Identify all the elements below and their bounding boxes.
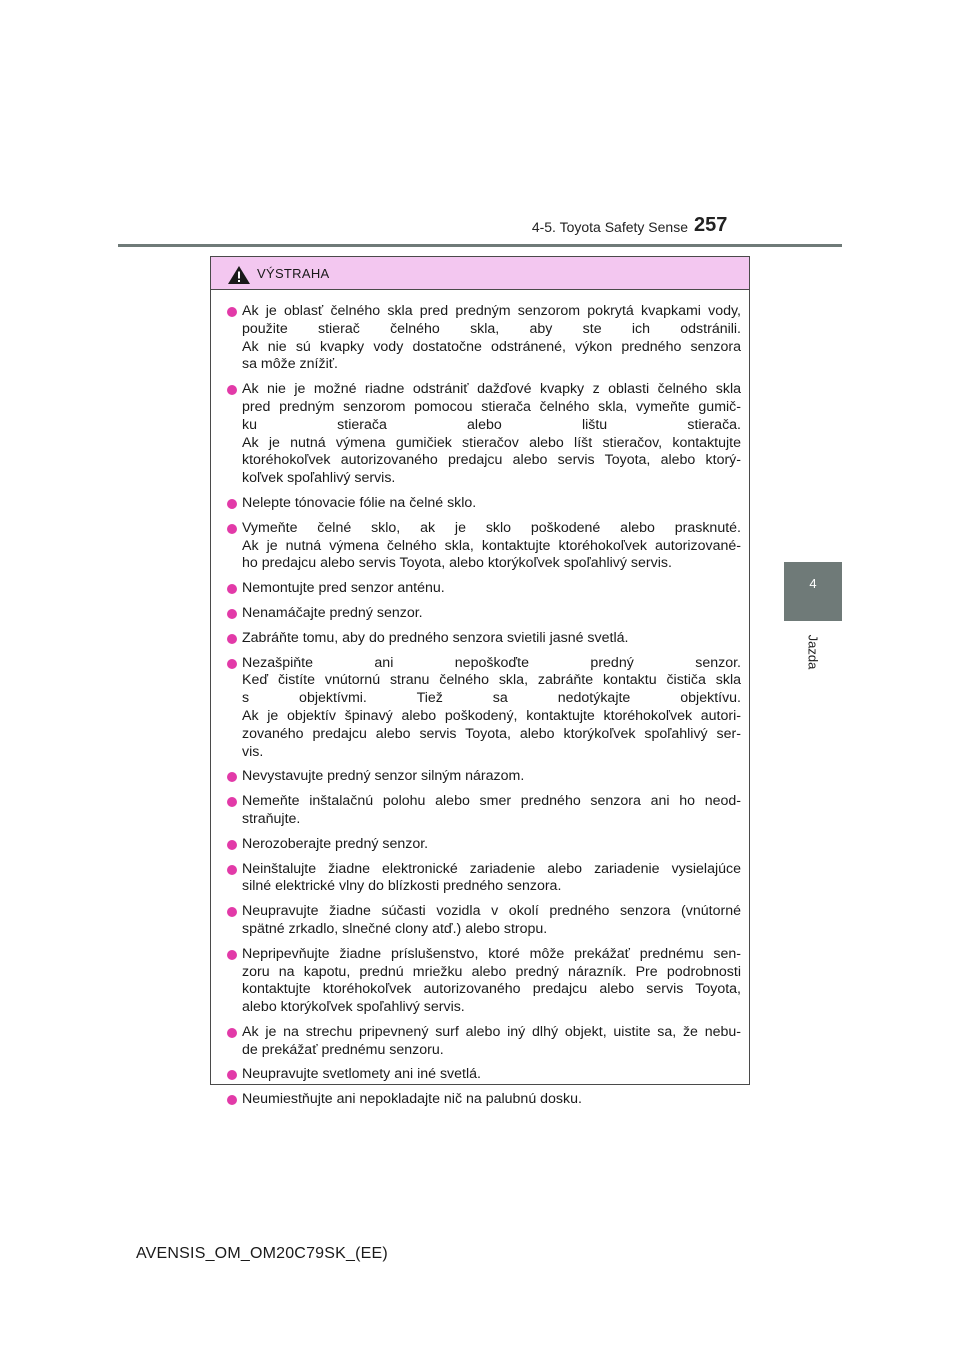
chapter-tab <box>784 562 842 621</box>
warning-item-line: silné elektrické vlny do blízkosti predného senzora. <box>242 878 562 895</box>
warning-list-item <box>227 1024 741 1060</box>
warning-item-line: Ak je oblasť čelného skla pred predným senzorom pokrytá kvapkami vody, <box>242 303 741 319</box>
bullet-icon <box>227 584 237 594</box>
warning-item-line: Ak je objektív špinavý alebo poškodený, kontaktujte ktoréhokoľvek autori- <box>242 707 741 724</box>
header-section-title: 4-5. Toyota Safety Sense <box>531 219 688 235</box>
warning-item-line: koľvek spoľahlivý servis. <box>242 470 396 487</box>
warning-item-line: ku stierača alebo lištu stierača. <box>242 416 741 433</box>
warning-item-line: s objektívmi. Tiež sa nedotýkajte objektívu. <box>242 690 741 707</box>
warning-list-item <box>227 768 741 786</box>
warning-list-item <box>227 655 741 762</box>
bullet-icon <box>227 950 237 960</box>
bullet-icon <box>227 307 237 317</box>
warning-title: VÝSTRAHA <box>257 265 330 281</box>
warning-triangle-icon <box>227 265 251 285</box>
warning-item-line: Nelepte tónovacie fólie na čelné sklo. <box>242 494 477 511</box>
warning-item-line: Nevystavujte predný senzor silným nárazom. <box>242 768 525 785</box>
bullet-icon <box>227 385 237 395</box>
warning-list-item <box>227 303 741 374</box>
warning-item-line: Nerozoberajte predný senzor. <box>242 835 429 852</box>
footer-document-code: AVENSIS_OM_OM20C79SK_(EE) <box>136 1245 388 1262</box>
warning-item-line: Nemeňte inštalačnú polohu alebo smer predného senzora ani ho neod- <box>242 793 741 810</box>
warning-list-item <box>227 580 741 598</box>
warning-list-item <box>227 605 741 623</box>
warning-list <box>211 290 749 1109</box>
bullet-icon <box>227 1095 237 1105</box>
warning-item-line: alebo ktorýkoľvek spoľahlivý servis. <box>242 999 465 1016</box>
chapter-label: Jazda <box>805 634 821 670</box>
bullet-icon <box>227 797 237 807</box>
warning-item-line: de prekážať prednému senzoru. <box>242 1041 444 1058</box>
warning-list-item <box>227 495 741 513</box>
warning-list-item <box>227 903 741 939</box>
warning-item-line: Keď čistíte vnútornú stranu čelného skla, zabráňte kontaktu čističa skla <box>242 672 741 689</box>
warning-list-item <box>227 381 741 488</box>
bullet-icon <box>227 772 237 782</box>
warning-list-item <box>227 1066 741 1084</box>
warning-header <box>211 257 749 290</box>
bullet-icon <box>227 1028 237 1038</box>
warning-item-line: Nepripevňujte žiadne príslušenstvo, ktoré môže prekážať prednému sen- <box>242 945 741 962</box>
bullet-icon <box>227 865 237 875</box>
warning-item-line: Zabráňte tomu, aby do predného senzora svietili jasné svetlá. <box>242 629 629 646</box>
chapter-number: 4 <box>809 576 817 591</box>
warning-item-line: kontaktujte ktoréhokoľvek autorizovaného predajcu alebo servis Toyota, <box>242 981 741 998</box>
warning-item-line: Neupravujte žiadne súčasti vozidla v okolí predného senzora (vnútorné <box>242 903 741 920</box>
warning-item-line: Ak je nutná výmena gumičiek stieračov alebo líšt stieračov, kontaktujte <box>242 434 741 451</box>
bullet-icon <box>227 499 237 509</box>
warning-list-item <box>227 861 741 897</box>
warning-list-item <box>227 520 741 573</box>
warning-item-line: Ak je na strechu pripevnený surf alebo iný dlhý objekt, uistite sa, že nebu- <box>242 1023 741 1040</box>
warning-item-line: Nemontujte pred senzor anténu. <box>242 580 445 597</box>
bullet-icon <box>227 1070 237 1080</box>
warning-item-line: Ak nie sú kvapky vody dostatočne odstránené, výkon predného senzora <box>242 338 741 355</box>
warning-item-line: Neumiestňujte ani nepokladajte nič na palubnú dosku. <box>242 1091 582 1108</box>
bullet-icon <box>227 634 237 644</box>
warning-item-line: pred predným senzorom pomocou stierača čelného skla, vymeňte gumič- <box>242 398 741 415</box>
warning-list-item <box>227 630 741 648</box>
warning-item-line: straňujte. <box>242 810 301 827</box>
warning-item-line: spätné zrkadlo, slnečné clony atď.) alebo stropu. <box>242 920 548 937</box>
warning-item-line: Neupravujte svetlomety ani iné svetlá. <box>242 1066 481 1083</box>
warning-list-item <box>227 836 741 854</box>
bullet-icon <box>227 840 237 850</box>
warning-item-line: vis. <box>242 743 264 760</box>
warning-item-line: Ak je nutná výmena čelného skla, kontaktujte ktoréhokoľvek autorizované- <box>242 537 741 554</box>
page-number: 257 <box>694 214 728 236</box>
warning-list-item <box>227 1091 741 1109</box>
warning-item-line: použite stierač čelného skla, aby ste ich odstránili. <box>242 320 741 337</box>
header-rule <box>118 244 842 247</box>
bullet-icon <box>227 609 237 619</box>
warning-box <box>210 256 750 1108</box>
warning-item-line: Nenamáčajte predný senzor. <box>242 604 423 621</box>
warning-list-item <box>227 946 741 1017</box>
warning-item-line: Neinštalujte žiadne elektronické zariadenie alebo zariadenie vysielajúce <box>242 860 741 877</box>
bullet-icon <box>227 524 237 534</box>
bullet-icon <box>227 907 237 917</box>
warning-item-line: Ak nie je možné riadne odstrániť dažďové kvapky z oblasti čelného skla <box>242 381 741 398</box>
warning-item-line: zovaného predajcu alebo servis Toyota, alebo ktorýkoľvek spoľahlivý ser- <box>242 725 741 742</box>
warning-item-line: Nezašpiňte ani nepoškoďte predný senzor. <box>242 654 741 671</box>
warning-item-line: ho predajcu alebo servis Toyota, alebo ktorýkoľvek spoľahlivý servis. <box>242 555 672 572</box>
warning-item-line: Vymeňte čelné sklo, ak je sklo poškodené alebo prasknuté. <box>242 519 741 536</box>
warning-item-line: zoru na kapotu, prednú mriežku alebo predný nárazník. Pre podrobnosti <box>242 963 741 980</box>
warning-item-line: sa môže znížiť. <box>242 356 338 373</box>
bullet-icon <box>227 659 237 669</box>
warning-item-line: ktoréhokoľvek autorizovaného predajcu alebo servis Toyota, alebo ktorý- <box>242 452 741 469</box>
warning-list-item <box>227 793 741 829</box>
